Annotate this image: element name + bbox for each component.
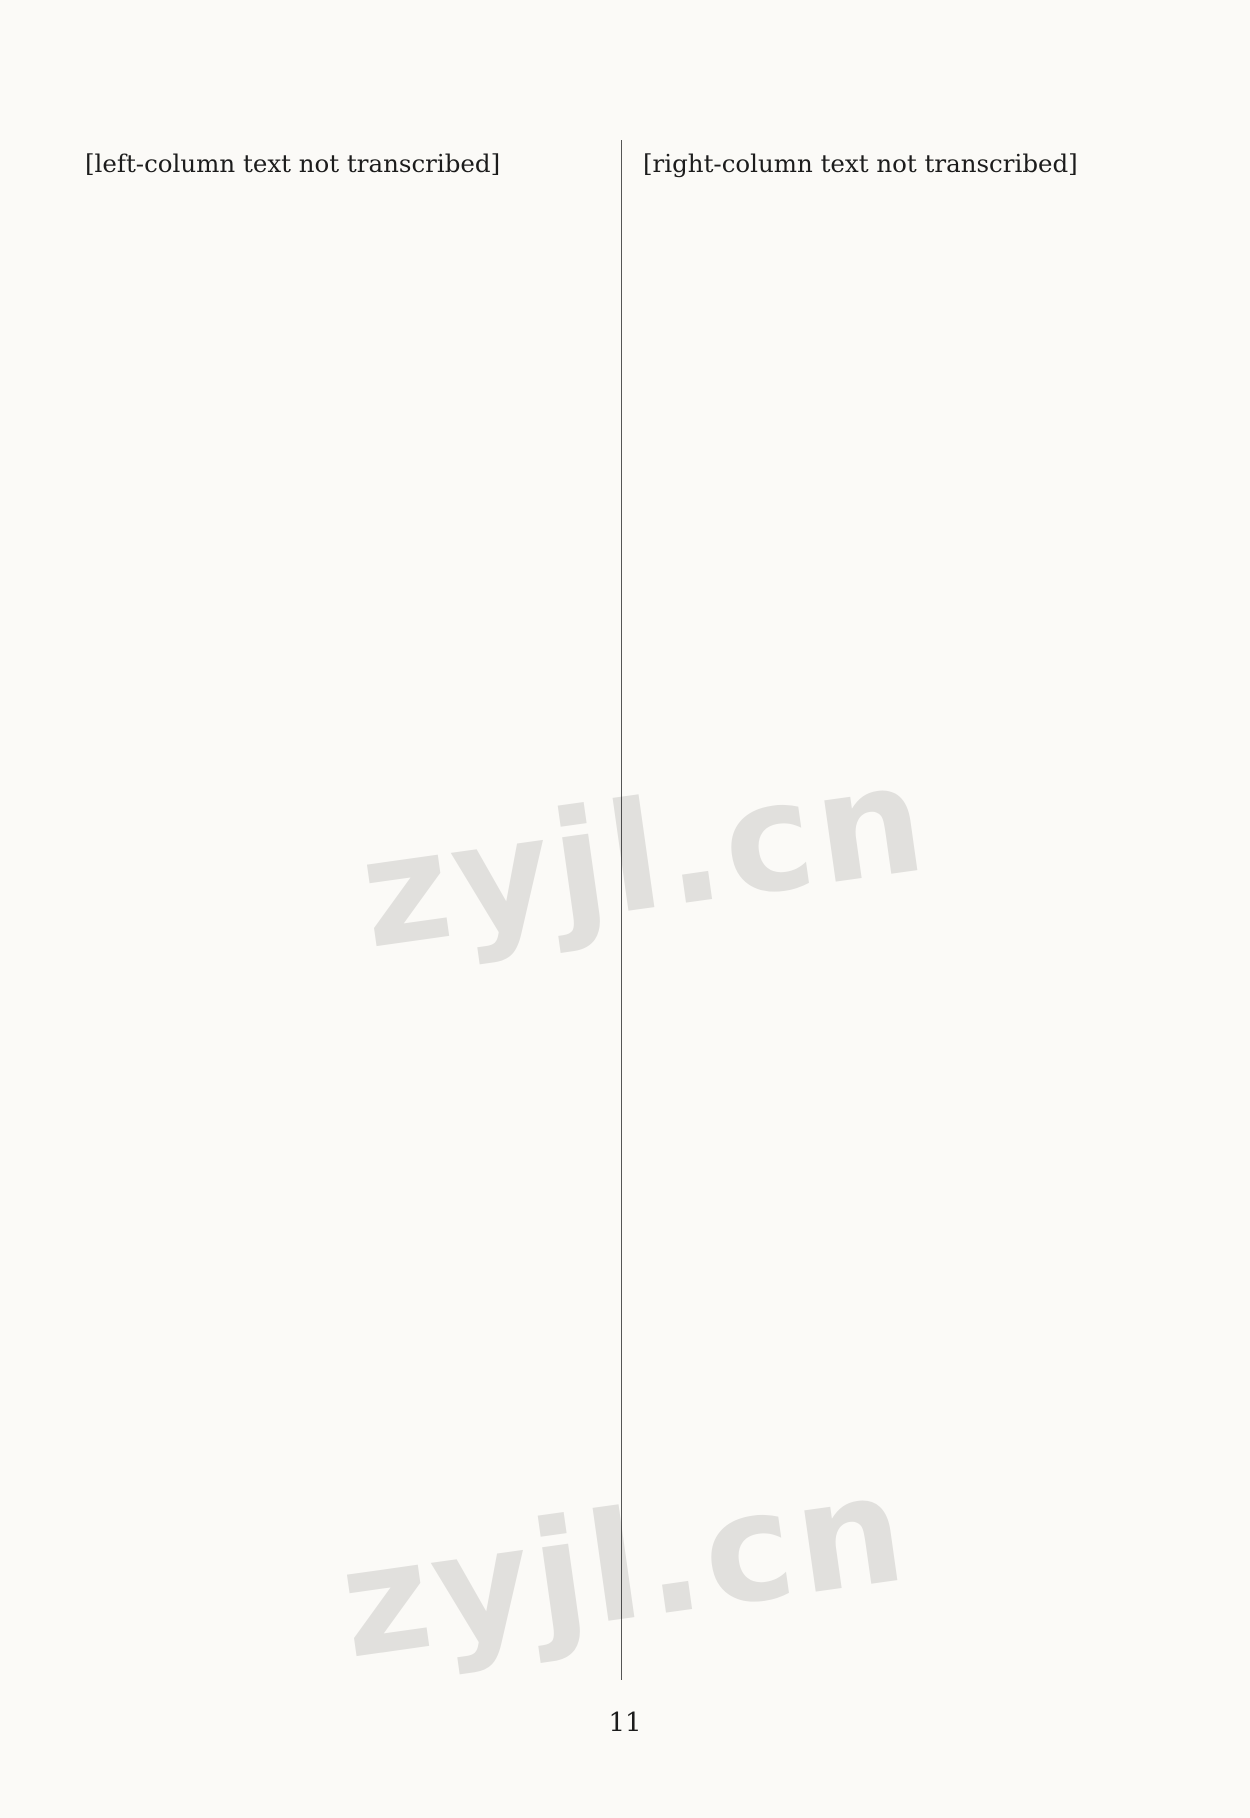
watermark: zyjl.cn: [350, 731, 938, 983]
paragraph-text: [right-column text not transcribed]: [643, 149, 1078, 178]
paragraph: [643, 145, 1163, 183]
page-number: 11: [608, 1708, 642, 1738]
paragraph-text: [left-column text not transcribed]: [85, 149, 501, 178]
left-column: [85, 145, 605, 183]
watermark: zyjl.cn: [330, 1441, 918, 1693]
column-divider: [621, 140, 622, 1680]
paragraph: [85, 145, 605, 183]
right-column: [643, 145, 1163, 183]
